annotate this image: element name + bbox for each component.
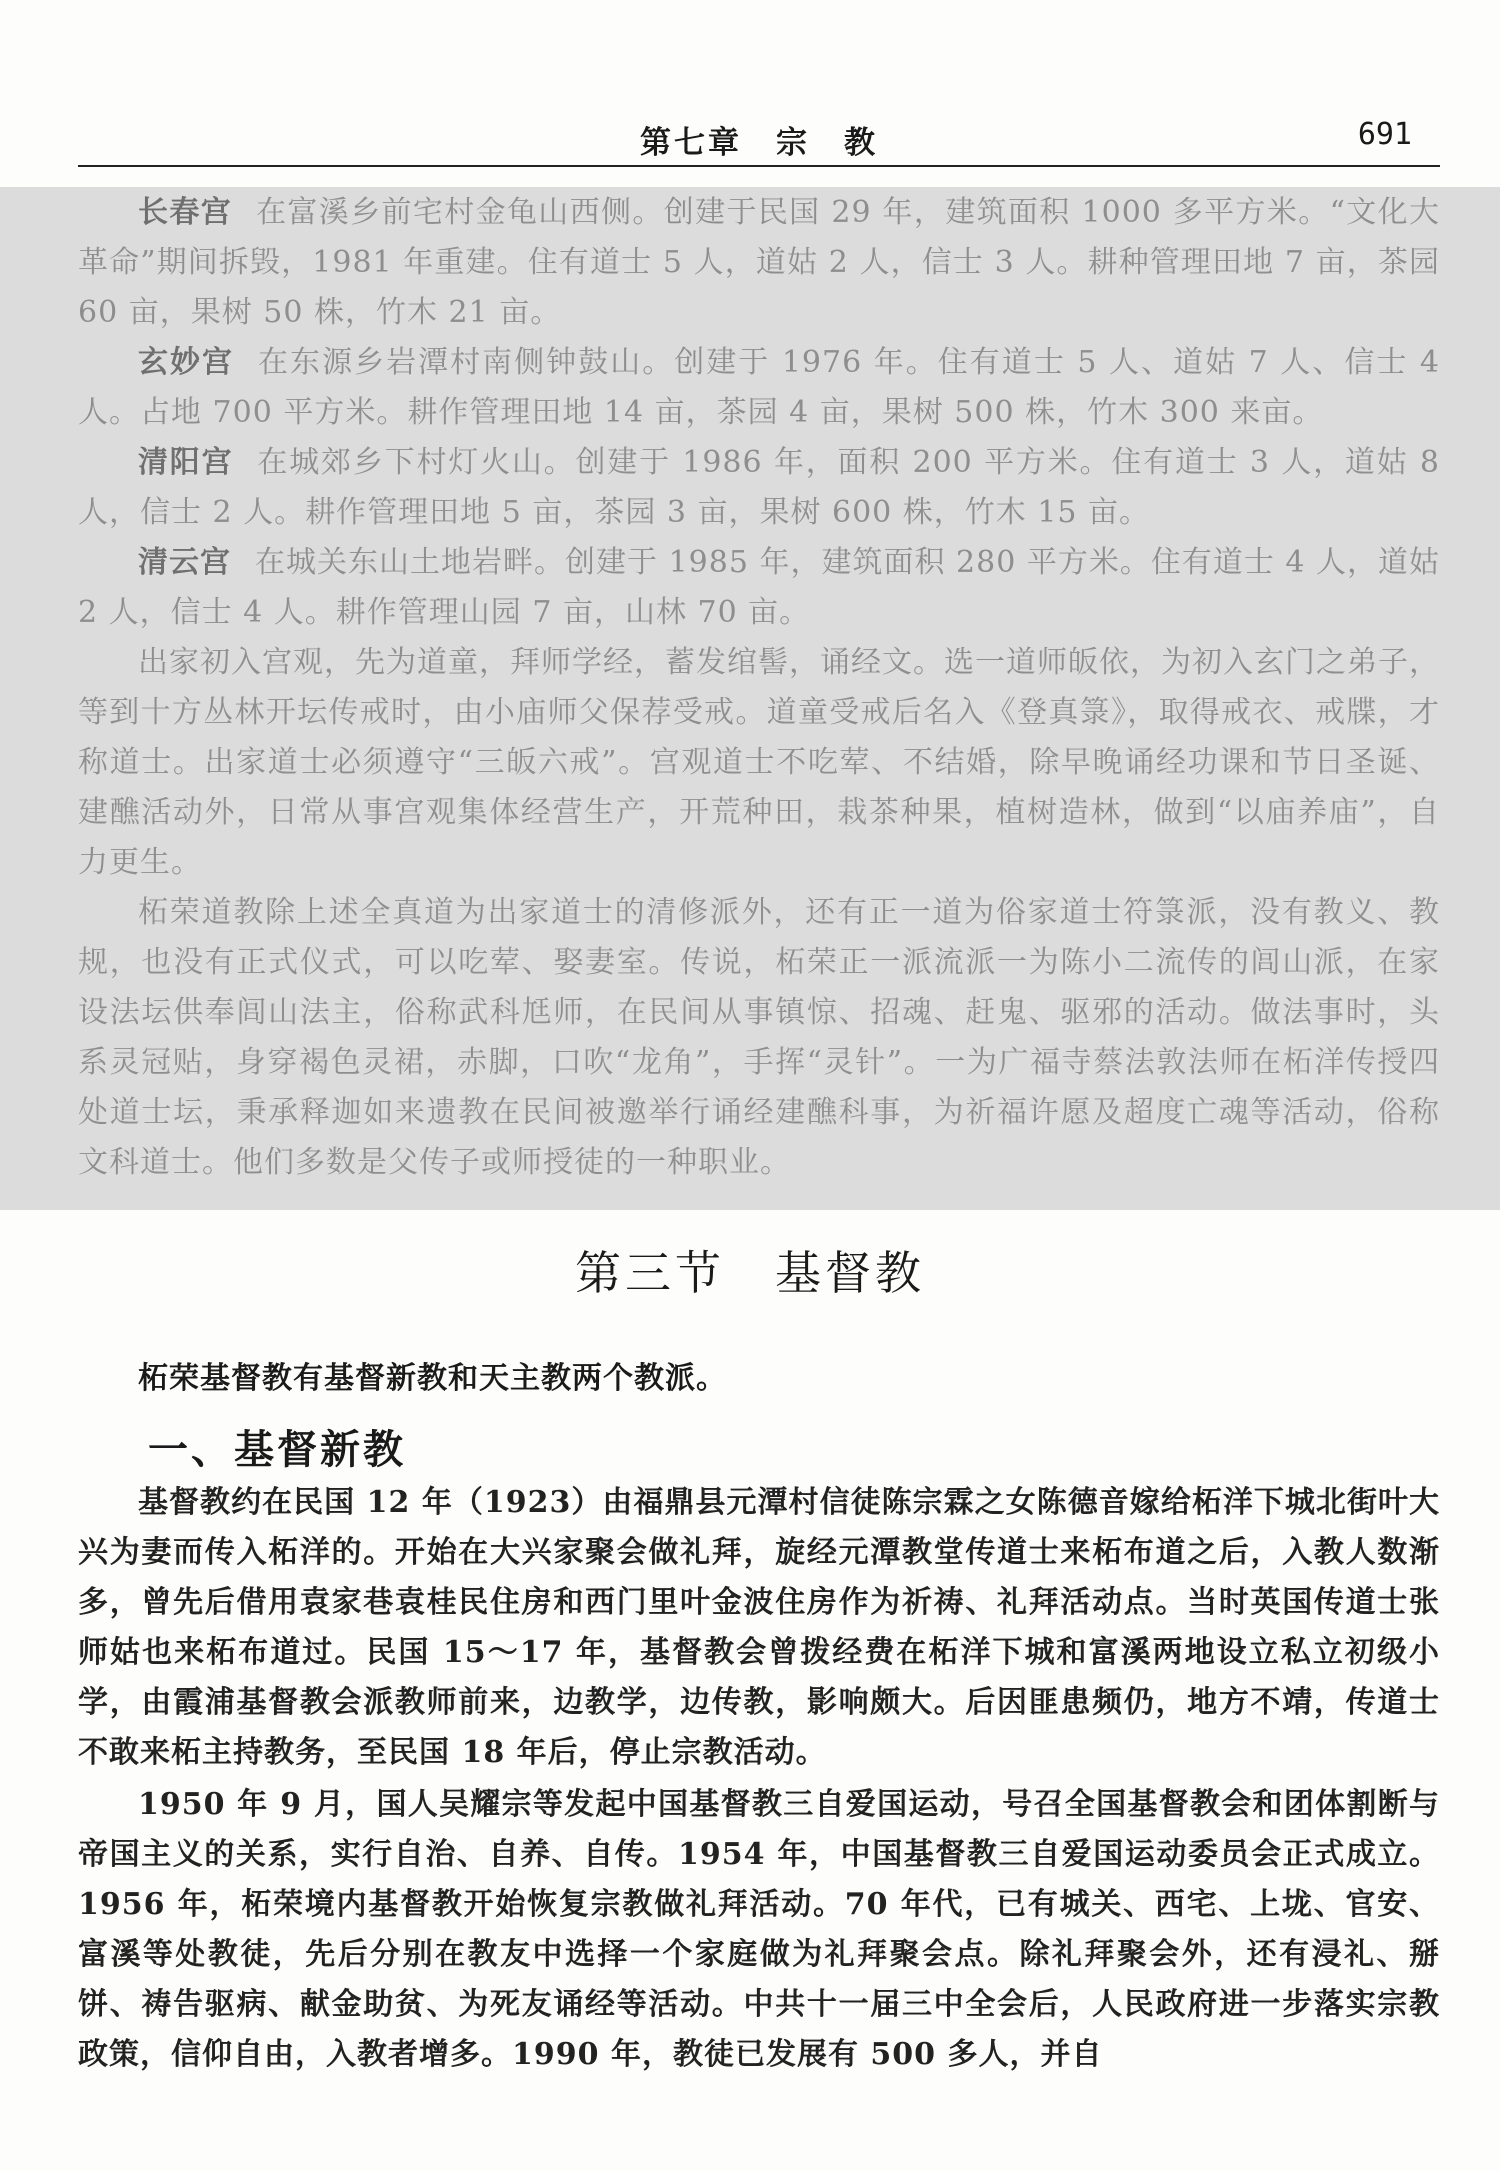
running-header <box>78 105 1440 167</box>
temple-entry <box>78 538 1440 638</box>
section-intro: 柘荣基督教有基督新教和天主教两个教派。 <box>138 1361 727 1396</box>
protestantism-section <box>78 1478 1440 2080</box>
subsection-heading: 一、基督新教 <box>148 1426 406 1473</box>
temple-entry <box>78 188 1440 338</box>
chapter-title: 第七章 宗 教 <box>640 125 878 161</box>
temple-description: 在城郊乡下村灯火山。创建于 1986 年，面积 200 平方米。住有道士 3 人，道姑 8 人，信士 2 人。耕作管理田地 5 亩，茶园 3 亩，果树 600 株，竹木 15 亩。 <box>78 445 1440 530</box>
section-title: 第三节 基督教 <box>575 1246 925 1300</box>
body-paragraph: 出家初入宫观，先为道童，拜师学经，蓄发绾髻，诵经文。选一道师皈依，为初入玄门之弟子，等到十方丛林开坛传戒时，由小庙师父保荐受戒。道童受戒后名入《登真箓》，取得戒衣、戒牒，才称道士。出家道士必须遵守“三皈六戒”。宫观道士不吃荤、不结婚，除早晚诵经功课和节日圣诞、建醮活动外，日常从事宫观集体经营生产，开荒种田，栽茶种果，植树造林，做到“以庙养庙”，自力更生。 <box>78 645 1440 880</box>
temple-name: 清阳宫 <box>138 445 234 480</box>
temple-name: 玄妙宫 <box>138 345 235 380</box>
body-paragraph: 1950 年 9 月，国人吴耀宗等发起中国基督教三自爱国运动，号召全国基督教会和团体割断与帝国主义的关系，实行自治、自养、自传。1954 年，中国基督教三自爱国运动委员会正式成立。1956 年，柘荣境内基督教开始恢复宗教做礼拜活动。70 年代，已有城关、西宅、上垅、官安、富溪等处教徒，先后分别在教友中选择一个家庭做为礼拜聚会点。除礼拜聚会外，还有浸礼、掰饼、祷告驱病、献金助贫、为死友诵经等活动。中共十一届三中全会后，人民政府进一步落实宗教政策，信仰自由，入教者增多。1990 年，教徒已发展有 500 多人，并自 <box>78 1787 1440 2072</box>
page-number: 691 <box>1357 117 1412 152</box>
temple-name: 清云宫 <box>138 545 232 580</box>
temple-name: 长春宫 <box>138 195 233 230</box>
body-paragraph: 柘荣道教除上述全真道为出家道士的清修派外，还有正一道为俗家道士符箓派，没有教义、教规，也没有正式仪式，可以吃荤、娶妻室。传说，柘荣正一派流派一为陈小二流传的闾山派，在家设法坛供奉闾山法主，俗称武科尪师，在民间从事镇惊、招魂、赶鬼、驱邪的活动。做法事时，头系灵冠贴，身穿褐色灵裙，赤脚，口吹“龙角”，手挥“灵针”。一为广福寺蔡法敦法师在柘洋传授四处道士坛，秉承释迦如来遗教在民间被邀举行诵经建醮科事，为祈福许愿及超度亡魂等活动，俗称文科道士。他们多数是父传子或师授徒的一种职业。 <box>78 895 1440 1180</box>
temple-description: 在东源乡岩潭村南侧钟鼓山。创建于 1976 年。住有道士 5 人、道姑 7 人、信士 4 人。占地 700 平方米。耕作管理田地 14 亩，茶园 4 亩，果树 500 株，竹木 300 来亩。 <box>78 345 1440 430</box>
taoist-temples-section <box>78 188 1440 1188</box>
temple-description: 在富溪乡前宅村金龟山西侧。创建于民国 29 年，建筑面积 1000 多平方米。“文化大革命”期间拆毁，1981 年重建。住有道士 5 人，道姑 2 人，信士 3 人。耕种管理田地 7 亩，茶园 60 亩，果树 50 株，竹木 21 亩。 <box>78 195 1440 330</box>
body-paragraph: 基督教约在民国 12 年（1923）由福鼎县元潭村信徒陈宗霖之女陈德音嫁给柘洋下城北街叶大兴为妻而传入柘洋的。开始在大兴家聚会做礼拜，旋经元潭教堂传道士来柘布道之后，入教人数渐多，曾先后借用袁家巷袁桂民住房和西门里叶金波住房作为祈祷、礼拜活动点。当时英国传道士张师姑也来柘布道过。民国 15～17 年，基督教会曾拨经费在柘洋下城和富溪两地设立私立初级小学，由霞浦基督教会派教师前来，边教学，边传教，影响颇大。后因匪患频仍，地方不靖，传道士不敢来柘主持教务，至民国 18 年后，停止宗教活动。 <box>78 1485 1440 1770</box>
temple-entry <box>78 338 1440 438</box>
temple-entry <box>78 438 1440 538</box>
temple-description: 在城关东山土地岩畔。创建于 1985 年，建筑面积 280 平方米。住有道士 4 人，道姑 2 人，信士 4 人。耕作管理山园 7 亩，山林 70 亩。 <box>78 545 1440 630</box>
